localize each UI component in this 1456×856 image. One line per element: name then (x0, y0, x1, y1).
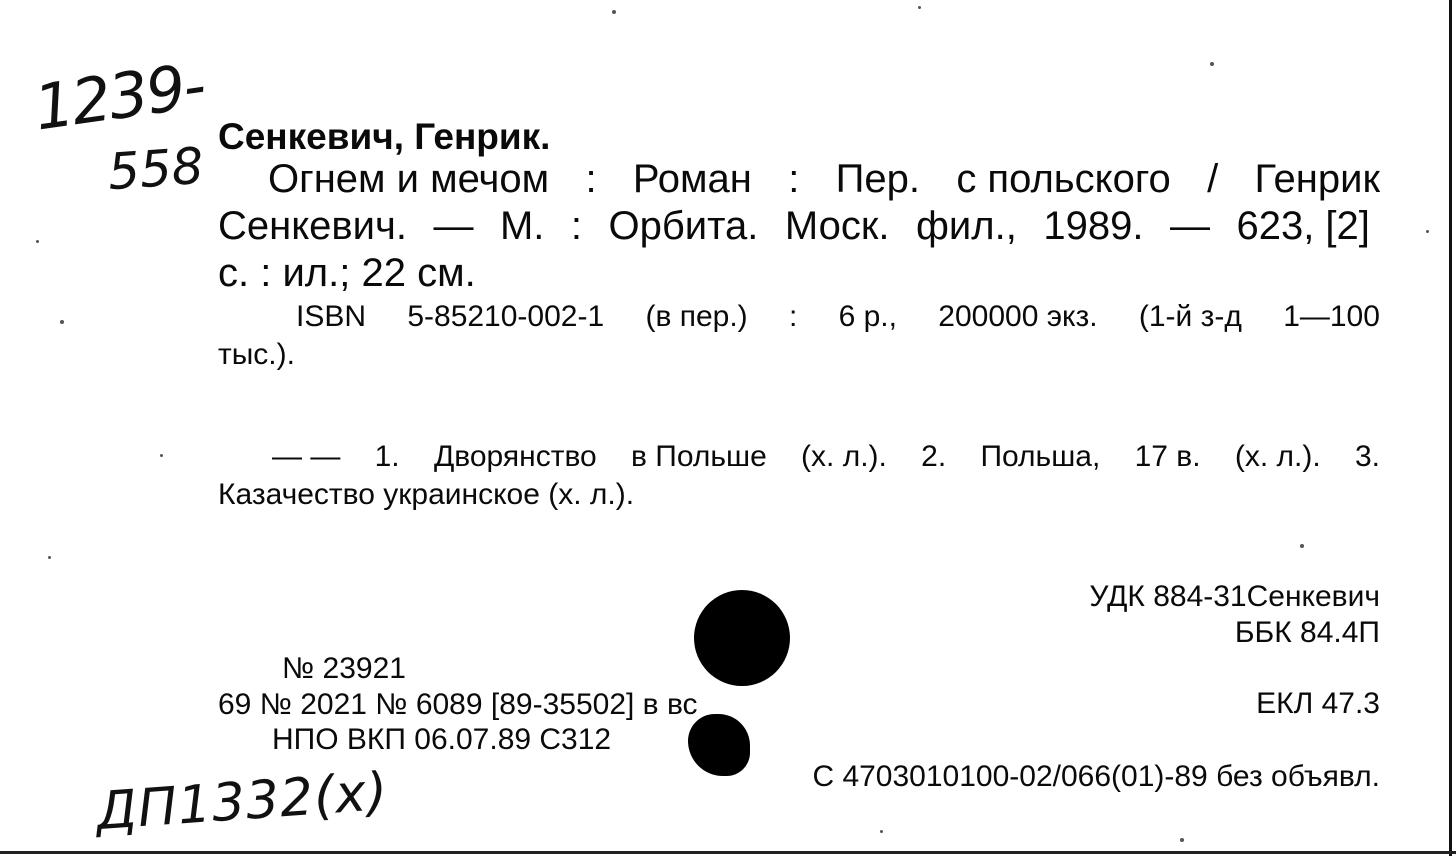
subject-word: Польша, (980, 440, 1101, 473)
title-line-1 (268, 157, 1380, 202)
isbn-word: : (788, 300, 798, 333)
subject-word: 17 в. (1134, 440, 1201, 473)
title-word: с польского (956, 157, 1171, 201)
card-right-edge (1449, 0, 1452, 856)
title-word: Пер. (835, 157, 920, 201)
subject-word: в Польше (631, 440, 767, 473)
speckle (48, 556, 51, 559)
title-word: — (1169, 204, 1210, 248)
speckle (60, 320, 64, 324)
isbn-line-2: тыс.). (218, 338, 295, 371)
title-word: Генрик (1254, 157, 1380, 201)
publication-code: С 4703010100-02/066(01)-89 без объявл. (812, 760, 1380, 793)
title-line-2 (218, 204, 1370, 249)
title-word: 623, [2] (1236, 204, 1370, 248)
title-word: : (585, 157, 597, 201)
title-word: / (1207, 157, 1219, 201)
title-word: Огнем и мечом (268, 157, 550, 201)
isbn-word: 200000 экз. (938, 300, 1098, 333)
isbn-word: 6 р., (838, 300, 897, 333)
author-heading: Сенкевич, Генрик. (218, 116, 551, 157)
subject-word: 3. (1354, 440, 1380, 473)
handwritten-shelf-mark-top: 1239- (29, 48, 209, 145)
ink-blot (688, 714, 750, 776)
order-numbers: 69 № 2021 № 6089 [89-35502] в вс (218, 688, 698, 721)
speckle (1426, 230, 1429, 233)
title-word: М. (499, 204, 545, 248)
title-word: Орбита. (608, 204, 759, 248)
ekl-code: ЕКЛ 47.3 (1256, 687, 1380, 720)
subject-word: 2. (921, 440, 947, 473)
handwritten-shelf-mark-bottom: 558 (106, 136, 206, 202)
udc-code: УДК 884-31Сенкевич (1089, 580, 1380, 613)
card-number: № 23921 (282, 652, 406, 685)
speckle (1210, 62, 1214, 66)
handwritten-inventory-mark: ДП1332(х) (94, 761, 391, 843)
title-word: Сенкевич. (218, 204, 407, 248)
isbn-word: 5-85210-002-1 (407, 300, 605, 333)
speckle (612, 10, 616, 14)
isbn-word: ISBN (296, 300, 367, 333)
subjects-line-2: Казачество украинское (х. л.). (218, 478, 635, 511)
title-word: — (433, 204, 474, 248)
title-word: : (788, 157, 800, 201)
punch-hole (694, 590, 790, 686)
isbn-line-1 (296, 300, 1380, 334)
title-word: : (570, 204, 583, 248)
printing-info: НПО ВКП 06.07.89 С312 (272, 723, 612, 756)
title-word: 1989. (1043, 204, 1144, 248)
subject-word: (х. л.). (801, 440, 887, 473)
speckle (880, 830, 883, 833)
subjects-line-1 (272, 440, 1380, 474)
subject-word: — — (272, 440, 341, 473)
title-line-3: с. : ил.; 22 см. (218, 251, 476, 295)
isbn-word: (в пер.) (645, 300, 748, 333)
bbk-code: ББК 84.4П (1234, 616, 1380, 649)
subject-word: (х. л.). (1234, 440, 1321, 473)
title-word: Моск. (784, 204, 890, 248)
title-word: фил., (916, 204, 1017, 248)
card-bottom-edge (0, 851, 1456, 854)
speckle (918, 6, 921, 9)
title-word: Роман (632, 157, 752, 201)
speckle (36, 240, 39, 243)
isbn-word: (1-й з-д (1138, 300, 1242, 333)
speckle (1300, 544, 1304, 548)
isbn-word: 1—100 (1283, 300, 1380, 333)
speckle (160, 454, 163, 457)
speckle (1180, 838, 1184, 842)
subject-word: 1. (374, 440, 400, 473)
subject-word: Дворянство (433, 440, 597, 473)
